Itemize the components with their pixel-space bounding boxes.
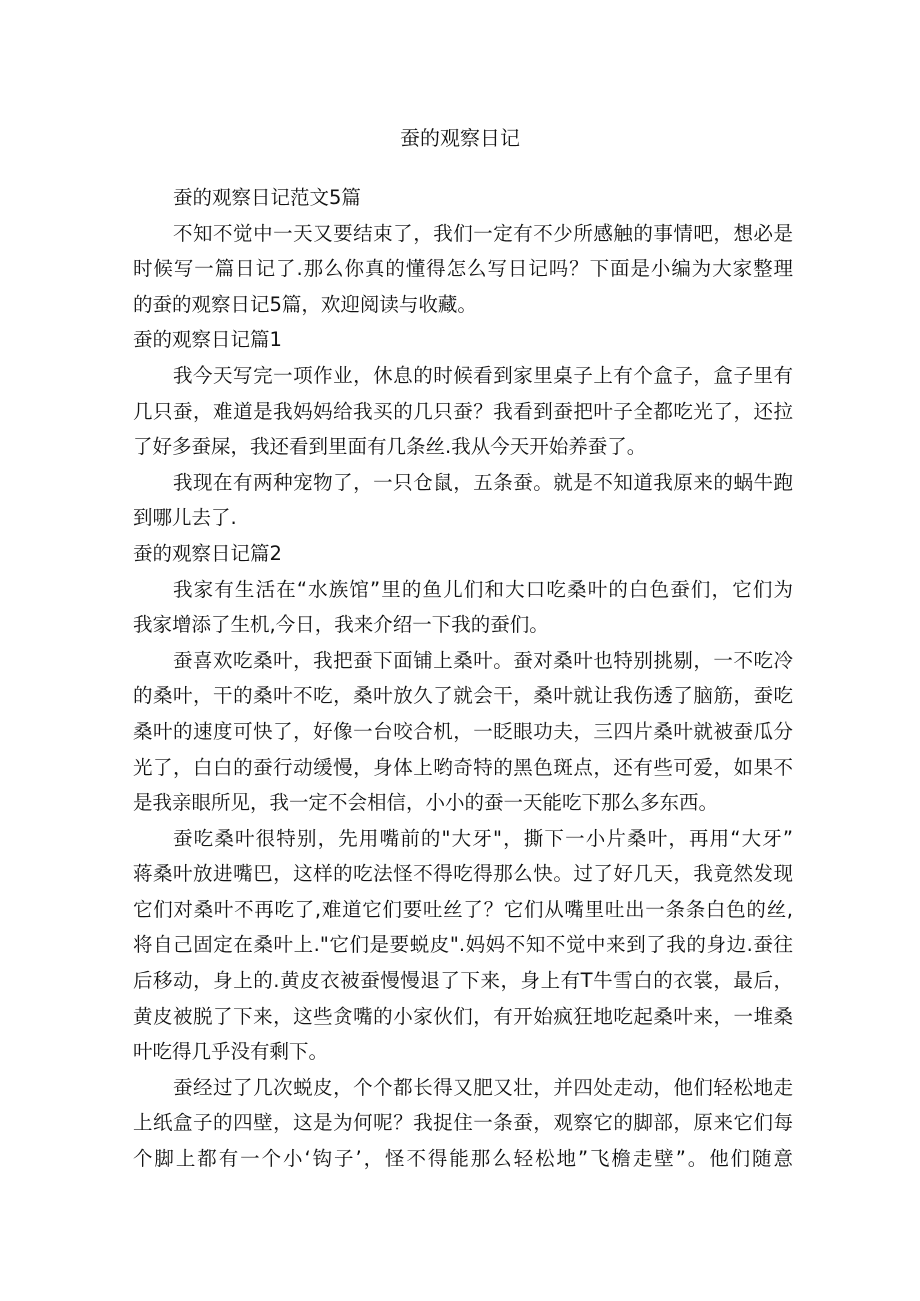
text-line: 光了，白白的蚕行动缓慢，身体上哟奇特的黑色斑点，还有些可爱，如果不 — [133, 755, 793, 779]
text-line: 的蚕的观察日记5篇，欢迎阅读与收藏。 — [133, 292, 477, 316]
text-line: 到哪儿去了. — [133, 506, 237, 530]
text-line: 不知不觉中一天又要结束了，我们一定有不少所感触的事情吧，想必是 — [173, 221, 793, 245]
section-heading — [133, 536, 793, 572]
text-line: 蚕喜欢吃桑叶，我把蚕下面铺上桑叶。蚕对桑叶也特别挑剔，一不吃冷 — [173, 648, 793, 672]
text-line: 几只蚕，难道是我妈妈给我买的几只蚕？我看到蚕把叶子全都吃光了，还拉 — [133, 399, 793, 423]
text-line: 黄皮被脱了下来，这些贪嘴的小家伙们，有开始疯狂地吃起桑叶来，一堆桑 — [133, 1004, 793, 1028]
text-line: 我家有生活在“水族馆”里的鱼儿们和大口吃桑叶的白色蚕们，它们为 — [173, 577, 793, 601]
paragraph — [133, 572, 793, 643]
text-line: 个脚上都有一个小‘钩子’，怪不得能那么轻松地”飞檐走壁”。他们随意 — [133, 1147, 793, 1171]
text-line: 我现在有两种宠物了，一只仓鼠，五条蚕。就是不知道我原来的蜗牛跑 — [173, 470, 793, 494]
document-body — [133, 180, 793, 1177]
paragraph — [133, 216, 793, 323]
paragraph — [133, 1070, 793, 1177]
text-line: 的桑叶，干的桑叶不吃，桑叶放久了就会干，桑叶就让我伤透了脑筋，蚕吃 — [133, 684, 793, 708]
text-line: 蚕的观察日记范文5篇 — [173, 186, 361, 209]
text-line: 上纸盒子的四壁，这是为何呢？我捉住一条蚕，观察它的脚部，原来它们每 — [133, 1111, 793, 1135]
text-line: 我今天写完一项作业，休息的时候看到家里桌子上有个盒子，盒子里有 — [173, 363, 793, 387]
paragraph — [133, 358, 793, 465]
text-line: 桑叶的速度可快了，好像一台咬合机，一眨眼功夫，三四片桑叶就被蚕瓜分 — [133, 719, 793, 743]
paragraph — [133, 465, 793, 536]
text-line: 我家增添了生机,今日，我来介绍一下我的蚕们。 — [133, 613, 549, 637]
document-subtitle — [133, 180, 793, 216]
text-line: 蚕经过了几次蜕皮，个个都长得又肥又壮，并四处走动，他们轻松地走 — [173, 1075, 793, 1099]
text-line: 将自己固定在桑叶上."它们是要蜕皮".妈妈不知不觉中来到了我的身边.蚕往 — [133, 933, 793, 957]
paragraph — [133, 643, 793, 821]
text-line: 是我亲眼所见，我一定不会相信，小小的蚕一天能吃下那么多东西。 — [133, 791, 719, 815]
text-line: 蚕的观察日记篇2 — [133, 541, 282, 565]
text-line: 蚕吃桑叶很特别，先用嘴前的"大牙"，撕下一小片桑叶，再用“大牙” — [173, 826, 793, 850]
text-line: 叶吃得几乎没有剩下。 — [133, 1040, 329, 1064]
document-title: 蚕的观察日记 — [400, 126, 520, 150]
text-line: 后移动，身上的.黄皮衣被蚕慢慢退了下来，身上有T牛雪白的衣裳，最后， — [133, 969, 793, 993]
text-line: 时候写一篇日记了.那么你真的懂得怎么写日记吗？下面是小编为大家整理 — [133, 257, 793, 281]
section-heading — [133, 322, 793, 358]
paragraph — [133, 821, 793, 1070]
text-line: 它们对桑叶不再吃了,难道它们要吐丝了？它们从嘴里吐出一条条白色的丝, — [133, 897, 793, 921]
text-line: 蚕的观察日记篇1 — [133, 328, 282, 352]
text-line: 了好多蚕屎，我还看到里面有几条丝.我从今天开始养蚕了。 — [133, 435, 647, 459]
text-line: 蒋桑叶放进嘴巴，这样的吃法怪不得吃得那么快。过了好几天，我竟然发现 — [133, 862, 793, 886]
